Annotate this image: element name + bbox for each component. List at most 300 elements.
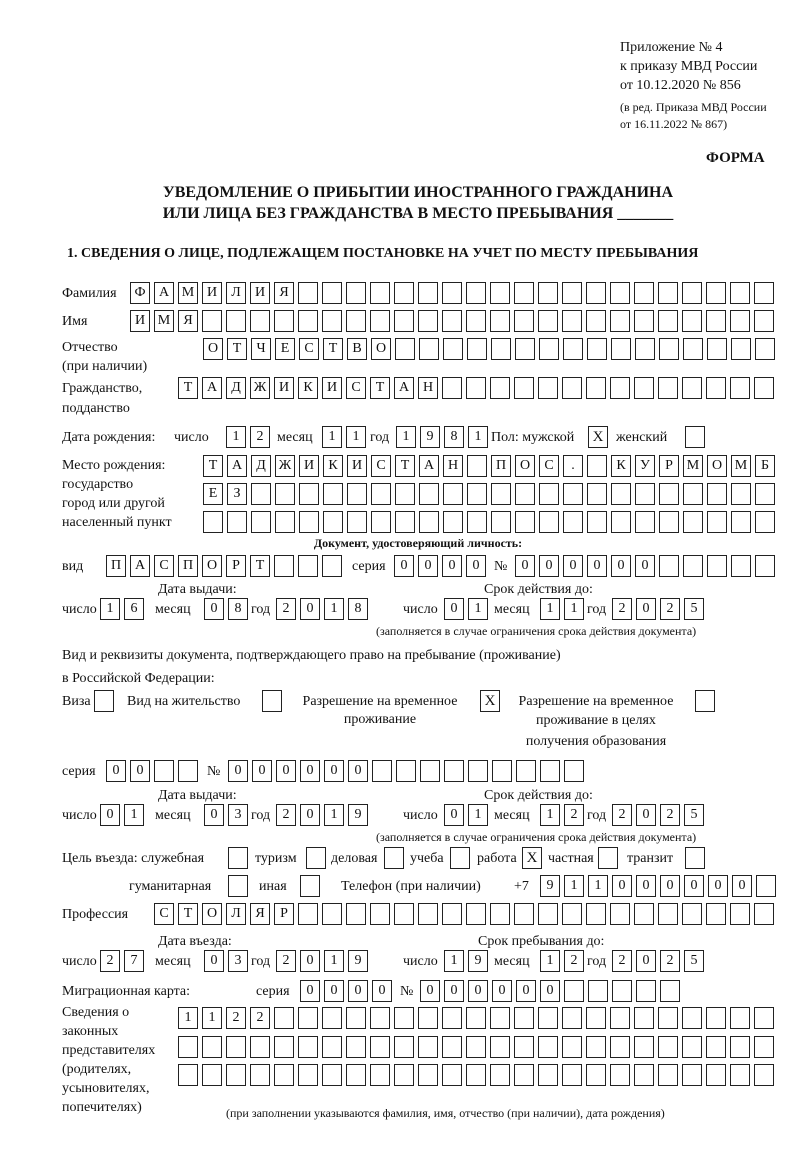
char-cell[interactable]: 2 <box>612 598 632 620</box>
char-cell[interactable] <box>586 377 606 399</box>
citizenship-field[interactable] <box>178 377 774 399</box>
char-cell[interactable]: 1 <box>100 598 120 620</box>
char-cell[interactable] <box>586 1007 606 1029</box>
char-cell[interactable]: 0 <box>636 804 656 826</box>
char-cell[interactable]: А <box>227 455 247 477</box>
char-cell[interactable]: 6 <box>124 598 144 620</box>
char-cell[interactable] <box>586 282 606 304</box>
char-cell[interactable] <box>610 1064 630 1086</box>
char-cell[interactable] <box>755 511 775 533</box>
char-cell[interactable] <box>707 338 727 360</box>
char-cell[interactable] <box>754 1064 774 1086</box>
char-cell[interactable]: Л <box>226 903 246 925</box>
char-cell[interactable]: В <box>347 338 367 360</box>
char-cell[interactable]: А <box>154 282 174 304</box>
char-cell[interactable]: 0 <box>442 555 462 577</box>
char-cell[interactable] <box>370 1064 390 1086</box>
char-cell[interactable]: О <box>203 338 223 360</box>
char-cell[interactable] <box>682 1064 702 1086</box>
char-cell[interactable] <box>706 310 726 332</box>
char-cell[interactable] <box>610 1007 630 1029</box>
char-cell[interactable]: 0 <box>636 950 656 972</box>
char-cell[interactable]: И <box>322 377 342 399</box>
char-cell[interactable] <box>658 282 678 304</box>
char-cell[interactable] <box>516 760 536 782</box>
residence-checkbox[interactable] <box>262 690 282 712</box>
char-cell[interactable] <box>658 1064 678 1086</box>
guardians-field[interactable] <box>178 1007 774 1029</box>
char-cell[interactable]: С <box>346 377 366 399</box>
char-cell[interactable]: 0 <box>276 760 296 782</box>
char-cell[interactable] <box>755 338 775 360</box>
char-cell[interactable] <box>707 511 727 533</box>
char-cell[interactable]: П <box>106 555 126 577</box>
char-cell[interactable] <box>298 903 318 925</box>
char-cell[interactable] <box>420 760 440 782</box>
char-cell[interactable] <box>731 555 751 577</box>
char-cell[interactable] <box>492 760 512 782</box>
char-cell[interactable] <box>682 377 702 399</box>
char-cell[interactable]: 8 <box>348 598 368 620</box>
char-cell[interactable]: 0 <box>492 980 512 1002</box>
char-cell[interactable] <box>538 1064 558 1086</box>
char-cell[interactable] <box>226 1036 246 1058</box>
char-cell[interactable]: Р <box>226 555 246 577</box>
char-cell[interactable] <box>754 377 774 399</box>
char-cell[interactable] <box>394 310 414 332</box>
char-cell[interactable]: Н <box>418 377 438 399</box>
char-cell[interactable]: К <box>298 377 318 399</box>
purpose-humanitarian-checkbox[interactable] <box>228 875 248 897</box>
permit-issue-month-field[interactable] <box>204 804 248 826</box>
char-cell[interactable] <box>346 1007 366 1029</box>
char-cell[interactable]: 0 <box>204 804 224 826</box>
char-cell[interactable] <box>491 338 511 360</box>
female-checkbox[interactable] <box>685 426 705 448</box>
char-cell[interactable] <box>730 282 750 304</box>
char-cell[interactable]: 2 <box>226 1007 246 1029</box>
char-cell[interactable]: 0 <box>708 875 728 897</box>
migration-number-field[interactable] <box>420 980 680 1002</box>
char-cell[interactable] <box>323 483 343 505</box>
char-cell[interactable] <box>418 1036 438 1058</box>
char-cell[interactable]: 0 <box>130 760 150 782</box>
char-cell[interactable]: 0 <box>516 980 536 1002</box>
char-cell[interactable] <box>154 760 174 782</box>
char-cell[interactable]: 3 <box>228 804 248 826</box>
char-cell[interactable]: 5 <box>684 598 704 620</box>
char-cell[interactable] <box>490 903 510 925</box>
char-cell[interactable] <box>466 1064 486 1086</box>
char-cell[interactable]: 2 <box>660 950 680 972</box>
char-cell[interactable] <box>754 310 774 332</box>
char-cell[interactable]: 1 <box>324 804 344 826</box>
char-cell[interactable]: М <box>731 455 751 477</box>
char-cell[interactable]: 2 <box>276 804 296 826</box>
char-cell[interactable]: Т <box>370 377 390 399</box>
char-cell[interactable]: Ж <box>275 455 295 477</box>
char-cell[interactable] <box>346 1064 366 1086</box>
issue-month-field[interactable] <box>204 598 248 620</box>
char-cell[interactable] <box>250 1064 270 1086</box>
char-cell[interactable] <box>226 310 246 332</box>
permit-valid-day-field[interactable] <box>444 804 488 826</box>
char-cell[interactable]: С <box>154 555 174 577</box>
char-cell[interactable] <box>466 377 486 399</box>
char-cell[interactable]: 1 <box>540 804 560 826</box>
char-cell[interactable]: 0 <box>684 875 704 897</box>
char-cell[interactable]: 1 <box>124 804 144 826</box>
char-cell[interactable]: Р <box>274 903 294 925</box>
char-cell[interactable] <box>394 903 414 925</box>
patronymic-field[interactable] <box>203 338 775 360</box>
char-cell[interactable] <box>755 555 775 577</box>
char-cell[interactable]: 2 <box>250 426 270 448</box>
char-cell[interactable]: 0 <box>324 760 344 782</box>
char-cell[interactable] <box>682 1036 702 1058</box>
visa-checkbox[interactable] <box>94 690 114 712</box>
char-cell[interactable] <box>514 282 534 304</box>
char-cell[interactable] <box>202 310 222 332</box>
char-cell[interactable] <box>683 338 703 360</box>
char-cell[interactable]: Т <box>203 455 223 477</box>
char-cell[interactable] <box>370 1036 390 1058</box>
char-cell[interactable] <box>660 980 680 1002</box>
char-cell[interactable]: И <box>274 377 294 399</box>
char-cell[interactable] <box>468 760 488 782</box>
char-cell[interactable]: 0 <box>228 760 248 782</box>
char-cell[interactable] <box>395 511 415 533</box>
char-cell[interactable] <box>490 1007 510 1029</box>
char-cell[interactable] <box>323 511 343 533</box>
char-cell[interactable]: З <box>227 483 247 505</box>
char-cell[interactable] <box>683 483 703 505</box>
name-field[interactable] <box>130 310 774 332</box>
char-cell[interactable]: 0 <box>466 555 486 577</box>
char-cell[interactable]: 1 <box>178 1007 198 1029</box>
char-cell[interactable]: П <box>491 455 511 477</box>
char-cell[interactable]: А <box>130 555 150 577</box>
char-cell[interactable] <box>514 1036 534 1058</box>
char-cell[interactable] <box>298 310 318 332</box>
char-cell[interactable]: 0 <box>324 980 344 1002</box>
char-cell[interactable] <box>538 903 558 925</box>
char-cell[interactable] <box>275 483 295 505</box>
char-cell[interactable] <box>515 511 535 533</box>
purpose-business-checkbox[interactable] <box>384 847 404 869</box>
char-cell[interactable]: 2 <box>612 950 632 972</box>
char-cell[interactable]: Т <box>250 555 270 577</box>
char-cell[interactable] <box>442 377 462 399</box>
char-cell[interactable] <box>467 511 487 533</box>
char-cell[interactable] <box>514 310 534 332</box>
char-cell[interactable] <box>274 310 294 332</box>
char-cell[interactable] <box>419 483 439 505</box>
char-cell[interactable] <box>564 760 584 782</box>
id-number-field[interactable] <box>515 555 775 577</box>
char-cell[interactable] <box>731 511 751 533</box>
char-cell[interactable]: Ф <box>130 282 150 304</box>
char-cell[interactable] <box>587 511 607 533</box>
char-cell[interactable] <box>562 282 582 304</box>
char-cell[interactable]: А <box>394 377 414 399</box>
char-cell[interactable]: М <box>154 310 174 332</box>
char-cell[interactable] <box>538 1036 558 1058</box>
char-cell[interactable] <box>370 903 390 925</box>
char-cell[interactable]: 1 <box>564 598 584 620</box>
purpose-private-checkbox[interactable] <box>598 847 618 869</box>
char-cell[interactable] <box>394 282 414 304</box>
char-cell[interactable]: Я <box>250 903 270 925</box>
char-cell[interactable]: С <box>154 903 174 925</box>
char-cell[interactable] <box>371 483 391 505</box>
char-cell[interactable] <box>418 310 438 332</box>
char-cell[interactable] <box>419 338 439 360</box>
char-cell[interactable]: С <box>371 455 391 477</box>
char-cell[interactable] <box>586 1036 606 1058</box>
issue-day-field[interactable] <box>100 598 144 620</box>
char-cell[interactable] <box>370 1007 390 1029</box>
char-cell[interactable]: 7 <box>124 950 144 972</box>
char-cell[interactable] <box>322 282 342 304</box>
char-cell[interactable] <box>610 903 630 925</box>
char-cell[interactable] <box>562 1007 582 1029</box>
dob-year-field[interactable] <box>396 426 488 448</box>
char-cell[interactable] <box>562 377 582 399</box>
char-cell[interactable] <box>611 483 631 505</box>
char-cell[interactable] <box>490 377 510 399</box>
char-cell[interactable] <box>444 760 464 782</box>
char-cell[interactable]: 0 <box>348 760 368 782</box>
char-cell[interactable] <box>178 1036 198 1058</box>
char-cell[interactable]: 0 <box>660 875 680 897</box>
char-cell[interactable] <box>419 511 439 533</box>
char-cell[interactable]: 0 <box>418 555 438 577</box>
char-cell[interactable] <box>346 1036 366 1058</box>
char-cell[interactable]: 0 <box>300 980 320 1002</box>
char-cell[interactable] <box>322 555 342 577</box>
char-cell[interactable] <box>346 903 366 925</box>
char-cell[interactable] <box>634 282 654 304</box>
char-cell[interactable] <box>659 555 679 577</box>
char-cell[interactable] <box>443 511 463 533</box>
char-cell[interactable]: 0 <box>539 555 559 577</box>
char-cell[interactable] <box>418 282 438 304</box>
char-cell[interactable] <box>250 310 270 332</box>
char-cell[interactable] <box>587 338 607 360</box>
profession-field[interactable] <box>154 903 774 925</box>
char-cell[interactable]: 0 <box>540 980 560 1002</box>
char-cell[interactable]: 2 <box>564 804 584 826</box>
char-cell[interactable]: 0 <box>732 875 752 897</box>
char-cell[interactable] <box>588 980 608 1002</box>
permit-number-field[interactable] <box>228 760 584 782</box>
char-cell[interactable] <box>539 483 559 505</box>
char-cell[interactable] <box>706 1064 726 1086</box>
char-cell[interactable] <box>202 1064 222 1086</box>
char-cell[interactable] <box>178 760 198 782</box>
char-cell[interactable]: 9 <box>348 950 368 972</box>
char-cell[interactable] <box>538 310 558 332</box>
dob-day-field[interactable] <box>226 426 270 448</box>
char-cell[interactable] <box>490 310 510 332</box>
char-cell[interactable] <box>394 1007 414 1029</box>
char-cell[interactable]: 0 <box>635 555 655 577</box>
char-cell[interactable]: 1 <box>468 598 488 620</box>
char-cell[interactable]: И <box>202 282 222 304</box>
char-cell[interactable] <box>322 1036 342 1058</box>
char-cell[interactable]: 1 <box>540 950 560 972</box>
char-cell[interactable]: Е <box>275 338 295 360</box>
char-cell[interactable]: 1 <box>588 875 608 897</box>
char-cell[interactable] <box>394 1064 414 1086</box>
char-cell[interactable] <box>658 377 678 399</box>
char-cell[interactable] <box>635 338 655 360</box>
char-cell[interactable] <box>491 511 511 533</box>
char-cell[interactable] <box>467 455 487 477</box>
char-cell[interactable]: Ч <box>251 338 271 360</box>
char-cell[interactable] <box>443 338 463 360</box>
char-cell[interactable] <box>707 483 727 505</box>
id-series-field[interactable] <box>394 555 486 577</box>
char-cell[interactable]: 0 <box>468 980 488 1002</box>
char-cell[interactable] <box>610 377 630 399</box>
char-cell[interactable] <box>251 511 271 533</box>
char-cell[interactable] <box>636 980 656 1002</box>
char-cell[interactable]: 2 <box>100 950 120 972</box>
char-cell[interactable] <box>562 903 582 925</box>
char-cell[interactable]: 8 <box>228 598 248 620</box>
char-cell[interactable] <box>274 1064 294 1086</box>
char-cell[interactable] <box>562 1064 582 1086</box>
char-cell[interactable] <box>346 282 366 304</box>
char-cell[interactable] <box>612 980 632 1002</box>
char-cell[interactable] <box>683 511 703 533</box>
char-cell[interactable] <box>754 282 774 304</box>
char-cell[interactable]: Т <box>323 338 343 360</box>
char-cell[interactable]: . <box>563 455 583 477</box>
purpose-official-checkbox[interactable] <box>228 847 248 869</box>
char-cell[interactable] <box>634 1007 654 1029</box>
char-cell[interactable]: И <box>299 455 319 477</box>
phone-field[interactable] <box>540 875 776 897</box>
male-checkbox[interactable]: X <box>588 426 608 448</box>
char-cell[interactable] <box>587 455 607 477</box>
char-cell[interactable] <box>418 903 438 925</box>
char-cell[interactable] <box>491 483 511 505</box>
char-cell[interactable]: 0 <box>444 804 464 826</box>
char-cell[interactable]: 5 <box>684 804 704 826</box>
char-cell[interactable] <box>298 1007 318 1029</box>
char-cell[interactable] <box>587 483 607 505</box>
char-cell[interactable] <box>635 511 655 533</box>
char-cell[interactable] <box>586 1064 606 1086</box>
char-cell[interactable]: Д <box>251 455 271 477</box>
char-cell[interactable] <box>490 282 510 304</box>
char-cell[interactable] <box>634 310 654 332</box>
char-cell[interactable]: 0 <box>394 555 414 577</box>
char-cell[interactable] <box>418 1064 438 1086</box>
char-cell[interactable] <box>611 338 631 360</box>
char-cell[interactable] <box>538 1007 558 1029</box>
char-cell[interactable] <box>706 377 726 399</box>
char-cell[interactable]: М <box>683 455 703 477</box>
char-cell[interactable] <box>490 1036 510 1058</box>
char-cell[interactable] <box>706 282 726 304</box>
id-kind-field[interactable] <box>106 555 342 577</box>
char-cell[interactable] <box>443 483 463 505</box>
char-cell[interactable] <box>442 310 462 332</box>
char-cell[interactable] <box>634 903 654 925</box>
char-cell[interactable]: 0 <box>444 598 464 620</box>
char-cell[interactable]: Д <box>226 377 246 399</box>
char-cell[interactable] <box>731 338 751 360</box>
char-cell[interactable] <box>586 310 606 332</box>
char-cell[interactable] <box>730 1007 750 1029</box>
char-cell[interactable]: М <box>178 282 198 304</box>
char-cell[interactable] <box>178 1064 198 1086</box>
char-cell[interactable] <box>611 511 631 533</box>
char-cell[interactable] <box>346 310 366 332</box>
char-cell[interactable] <box>514 377 534 399</box>
char-cell[interactable] <box>466 282 486 304</box>
char-cell[interactable] <box>730 1064 750 1086</box>
char-cell[interactable]: О <box>202 555 222 577</box>
char-cell[interactable] <box>754 1036 774 1058</box>
char-cell[interactable]: 1 <box>444 950 464 972</box>
char-cell[interactable] <box>659 511 679 533</box>
char-cell[interactable]: 9 <box>468 950 488 972</box>
permit-series-field[interactable] <box>106 760 198 782</box>
char-cell[interactable]: К <box>323 455 343 477</box>
birthplace-field[interactable] <box>203 483 775 505</box>
guardians-field[interactable] <box>178 1036 774 1058</box>
char-cell[interactable] <box>418 1007 438 1029</box>
char-cell[interactable]: 0 <box>106 760 126 782</box>
char-cell[interactable] <box>466 903 486 925</box>
char-cell[interactable]: П <box>178 555 198 577</box>
char-cell[interactable]: 1 <box>468 426 488 448</box>
char-cell[interactable]: 0 <box>587 555 607 577</box>
char-cell[interactable] <box>467 483 487 505</box>
char-cell[interactable] <box>682 903 702 925</box>
char-cell[interactable] <box>322 1007 342 1029</box>
char-cell[interactable] <box>514 903 534 925</box>
surname-field[interactable] <box>130 282 774 304</box>
char-cell[interactable]: Ж <box>250 377 270 399</box>
char-cell[interactable] <box>442 282 462 304</box>
char-cell[interactable] <box>322 1064 342 1086</box>
char-cell[interactable]: 2 <box>250 1007 270 1029</box>
char-cell[interactable] <box>322 310 342 332</box>
char-cell[interactable] <box>610 282 630 304</box>
char-cell[interactable]: 0 <box>300 804 320 826</box>
char-cell[interactable] <box>659 483 679 505</box>
entry-year-field[interactable] <box>276 950 368 972</box>
char-cell[interactable] <box>706 1036 726 1058</box>
char-cell[interactable]: Е <box>203 483 223 505</box>
char-cell[interactable] <box>706 1007 726 1029</box>
char-cell[interactable]: С <box>539 455 559 477</box>
char-cell[interactable]: 0 <box>204 950 224 972</box>
char-cell[interactable]: 0 <box>300 950 320 972</box>
char-cell[interactable]: О <box>515 455 535 477</box>
permit-valid-month-field[interactable] <box>540 804 584 826</box>
char-cell[interactable] <box>635 483 655 505</box>
char-cell[interactable] <box>538 377 558 399</box>
char-cell[interactable] <box>563 483 583 505</box>
char-cell[interactable] <box>658 903 678 925</box>
